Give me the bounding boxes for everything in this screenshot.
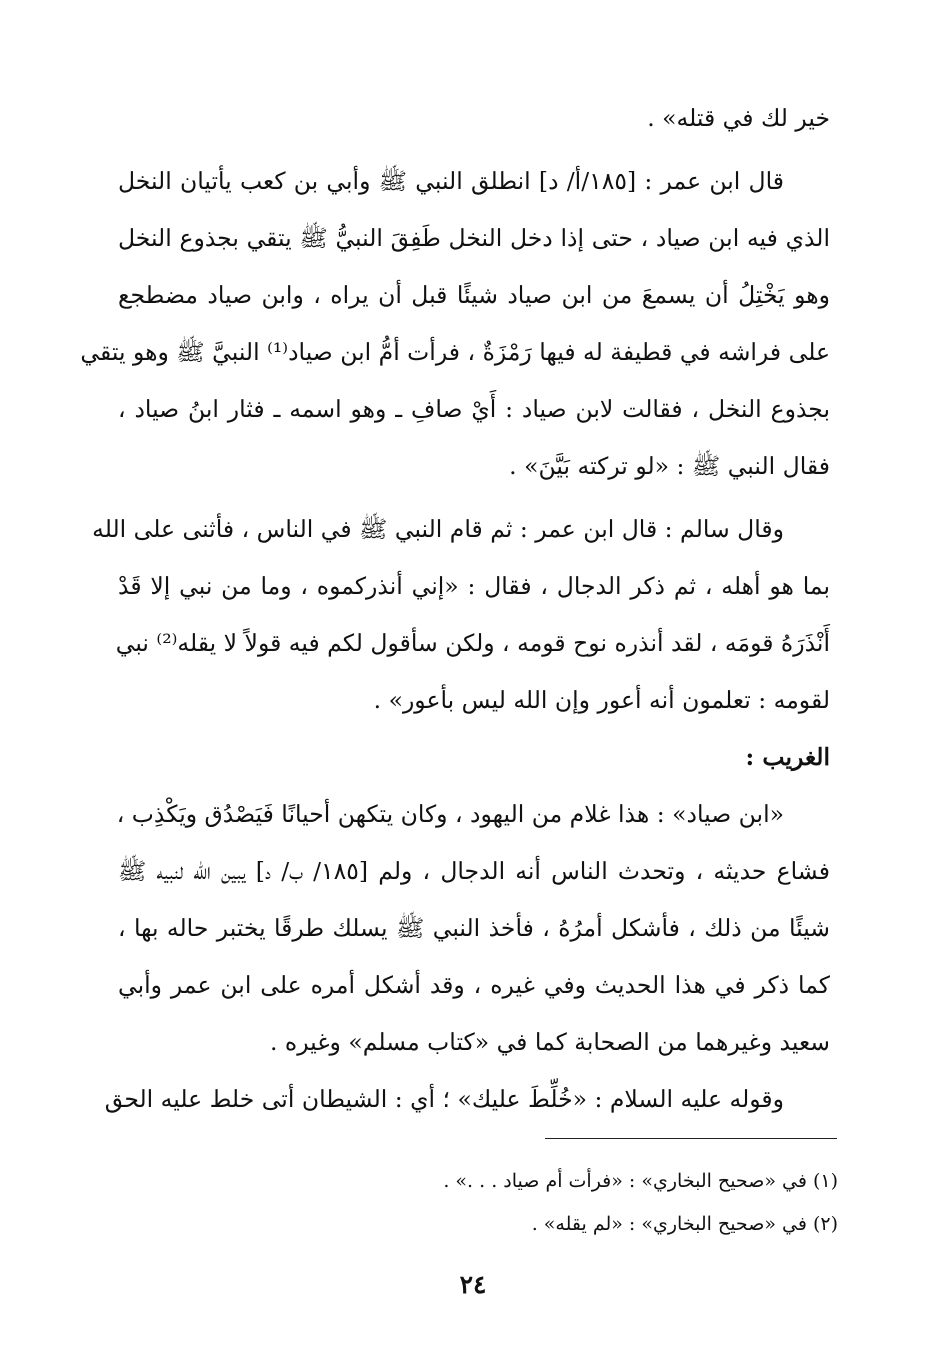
section-heading: الغريب : [745, 743, 830, 771]
text-line: أَنْذَرَهُ قومَه ، لقد أنذره نوح قومه ، ولكن سأقول لكم فيه قولاً لا يقله⁽²⁾ نبي [115, 629, 830, 657]
text-line: كما ذكر في هذا الحديث وفي غيره ، وقد أشكل أمره على ابن عمر وأبي [118, 971, 830, 999]
text-line: شيئًا من ذلك ، فأشكل أمرُهُ ، فأخذ النبي ﷺ يسلك طرقًا يختبر حاله بها ، [118, 914, 830, 942]
text-line: وقال سالم : قال ابن عمر : ثم قام النبي ﷺ في الناس ، فأثنى على الله [92, 515, 784, 543]
text-line: فقال النبي ﷺ : «لو تركته بَيَّنَ» . [509, 452, 830, 480]
text-line: خير لك في قتله» . [647, 104, 830, 132]
footnote: (٢) في «صحيح البخاري» : «لم يقله» . [531, 1213, 838, 1235]
page-number: ٢٤ [459, 1270, 487, 1299]
text-line: قال ابن عمر : [١٨٥/أ/ د] انطلق النبي ﷺ وأبي بن كعب يأتيان النخل [118, 167, 784, 195]
text-line: بجذوع النخل ، فقالت لابن صياد : أَيْ صافِ ـ وهو اسمه ـ فثار ابنُ صياد ، [118, 395, 830, 423]
footnotes [400, 1160, 838, 1246]
text-line: على فراشه في قطيفة له فيها رَمْزَةٌ ، فرأت أمُّ ابن صياد⁽¹⁾ النبيَّ ﷺ وهو يتقي [80, 338, 830, 366]
text-line: فشاع حديثه ، وتحدث الناس أنه الدجال ، ولم [١٨٥/ ب/ د] يبين الله لنبيه ﷺ [118, 857, 830, 885]
text-line: الذي فيه ابن صياد ، حتى إذا دخل النخل طَفِقَ النبيُّ ﷺ يتقي بجذوع النخل [118, 224, 830, 252]
text-line: وقوله عليه السلام : «خُلِّطَ عليك» ؛ أي : الشيطان أتى خلط عليه الحق [104, 1085, 784, 1113]
main-text [80, 90, 830, 1128]
text-line: بما هو أهله ، ثم ذكر الدجال ، فقال : «إني أنذركموه ، وما من نبي إلا قَدْ [118, 572, 830, 600]
footnote-separator [545, 1138, 837, 1139]
footnote: (١) في «صحيح البخاري» : «فرأت أم صياد . . .» . [443, 1170, 838, 1192]
text-line: سعيد وغيرهما من الصحابة كما في «كتاب مسلم» وغيره . [269, 1028, 830, 1056]
text-line: «ابن صياد» : هذا غلام من اليهود ، وكان يتكهن أحيانًا فَيَصْدُق ويَكْذِب ، [116, 800, 784, 828]
text-line: وهو يَخْتِلُ أن يسمعَ من ابن صياد شيئًا قبل أن يراه ، وابن صياد مضطجع [118, 281, 830, 309]
text-line: لقومه : تعلمون أنه أعور وإن الله ليس بأعور» . [373, 686, 830, 714]
